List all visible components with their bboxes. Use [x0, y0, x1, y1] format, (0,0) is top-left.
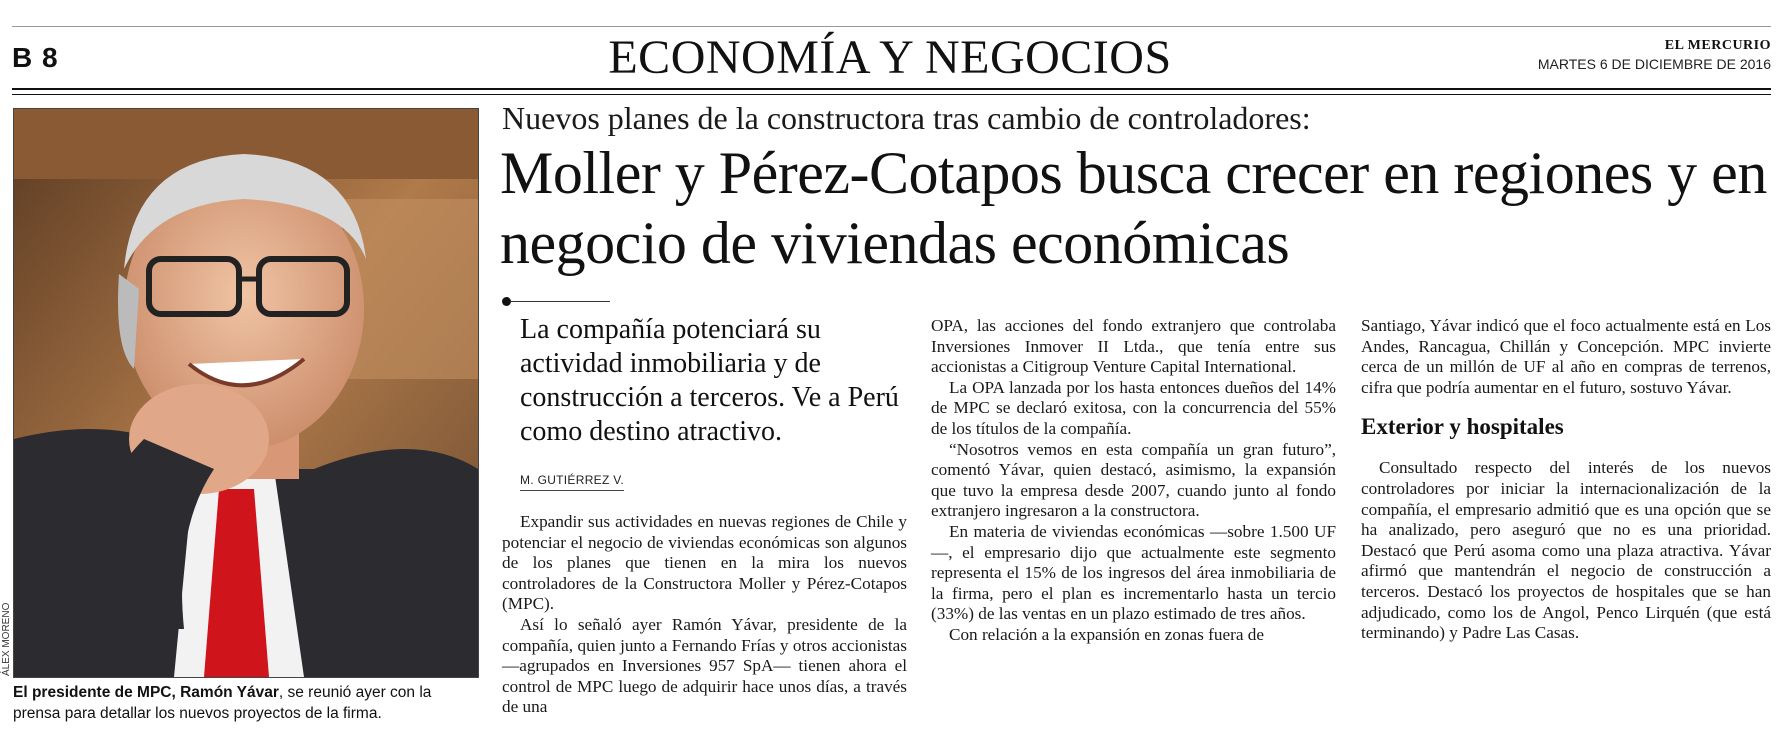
paragraph: La OPA lanzada por los hasta entonces dueños del 14% de MPC se declaró exitosa, con la concurrencia del 55% de los títulos de la compañía.: [931, 377, 1336, 438]
article-kicker: Nuevos planes de la constructora tras cambio de controladores:: [502, 100, 1311, 136]
top-rule: [12, 26, 1771, 27]
paragraph: Con relación a la expansión en zonas fuera de: [949, 624, 1264, 644]
newspaper-name: EL MERCURIO: [1664, 38, 1771, 53]
caption-lead: El presidente de MPC, Ramón Yávar: [13, 684, 279, 701]
photo-credit: [1, 600, 13, 676]
paragraph: Santiago, Yávar indicó que el foco actualmente está en Los Andes, Rancagua, Chillán y Concepción. MPC invierte cerca de un millón de UF al año en compras de terrenos, cifra que podría aumentar en el futuro, sostuvo Yávar.: [1361, 316, 1771, 397]
section-title: ECONOMÍA Y NEGOCIOS: [608, 31, 1172, 84]
photo-credit-text: ÁLEX MORENO: [1, 602, 12, 676]
header-double-rule: [12, 88, 1771, 95]
paragraph: Así lo señaló ayer Ramón Yávar, presidente de la compañía, quien junto a Fernando Frías y otros accionistas —agrupados en Inversiones 957 SpA— tienen ahora el control de MPC luego de adquirir hace unos días, a través de una: [502, 614, 907, 717]
photo-caption: [13, 682, 479, 724]
article-deck: La compañía potenciará su actividad inmobiliaria y de construcción a terceros. Ve a Perú como destino atractivo.: [520, 314, 899, 447]
paragraph: OPA, las acciones del fondo extranjero que controlaba Inversiones Inmover II Ltda., que tenía entre sus accionistas a Citigroup Venture Capital International.: [931, 316, 1336, 377]
lead-rule: [510, 301, 610, 302]
page-number: B 8: [12, 42, 59, 73]
article-headline: Moller y Pérez-Cotapos busca crecer en regiones y en negocio de viviendas económicas: [500, 140, 1767, 276]
caption-text: , se reunió ayer con la prensa para detallar los nuevos proyectos de la firma.: [13, 684, 432, 722]
paragraph: “Nosotros vemos en esta compañía un gran futuro”, comentó Yávar, quien destacó, asimismo, la expansión que tuvo la empresa desde 2007, cuando junto al fondo extranjero ingresaron a la constructora.: [931, 439, 1336, 521]
paragraph: Expandir sus actividades en nuevas regiones de Chile y potenciar el negocio de viviendas económicas son algunos de los planes que tienen en la mira los nuevos controladores de la Constructora Moller y Pérez-Cotapos (MPC).: [502, 512, 907, 614]
issue-date: MARTES 6 DE DICIEMBRE DE 2016: [1537, 56, 1771, 72]
paragraph: En materia de viviendas económicas —sobre 1.500 UF—, el empresario dijo que actualmente este segmento representa el 15% de los ingresos del área inmobiliaria de la firma, pero el plan es incrementarlo hasta un tercio (33%) de las ventas en un plazo estimado de tres años.: [931, 521, 1336, 624]
article-byline: M. GUTIÉRREZ V.: [520, 473, 624, 491]
body-column-3: [1361, 316, 1771, 644]
article-subhead: Exterior y hospitales: [1361, 414, 1564, 440]
article-photo: [13, 108, 479, 678]
paragraph: Consultado respecto del interés de los nuevos controladores por iniciar la internacionalización de la compañía, el empresario admitió que es una opción que se ha analizado, pero aseguró que no es una prioridad. Destacó que Perú asoma como una plaza atractiva. Yávar afirmó que mantendrán el negocio de construcción a terceros. Destacó los proyectos de hospitales que se han adjudicado, como los de Angol, Penco Lirquén (que está terminando) y Padre Las Casas.: [1361, 458, 1771, 643]
body-column-1: [502, 512, 907, 718]
body-column-2: [931, 316, 1336, 646]
portrait-illustration: [14, 109, 478, 677]
masthead: [1538, 38, 1771, 72]
